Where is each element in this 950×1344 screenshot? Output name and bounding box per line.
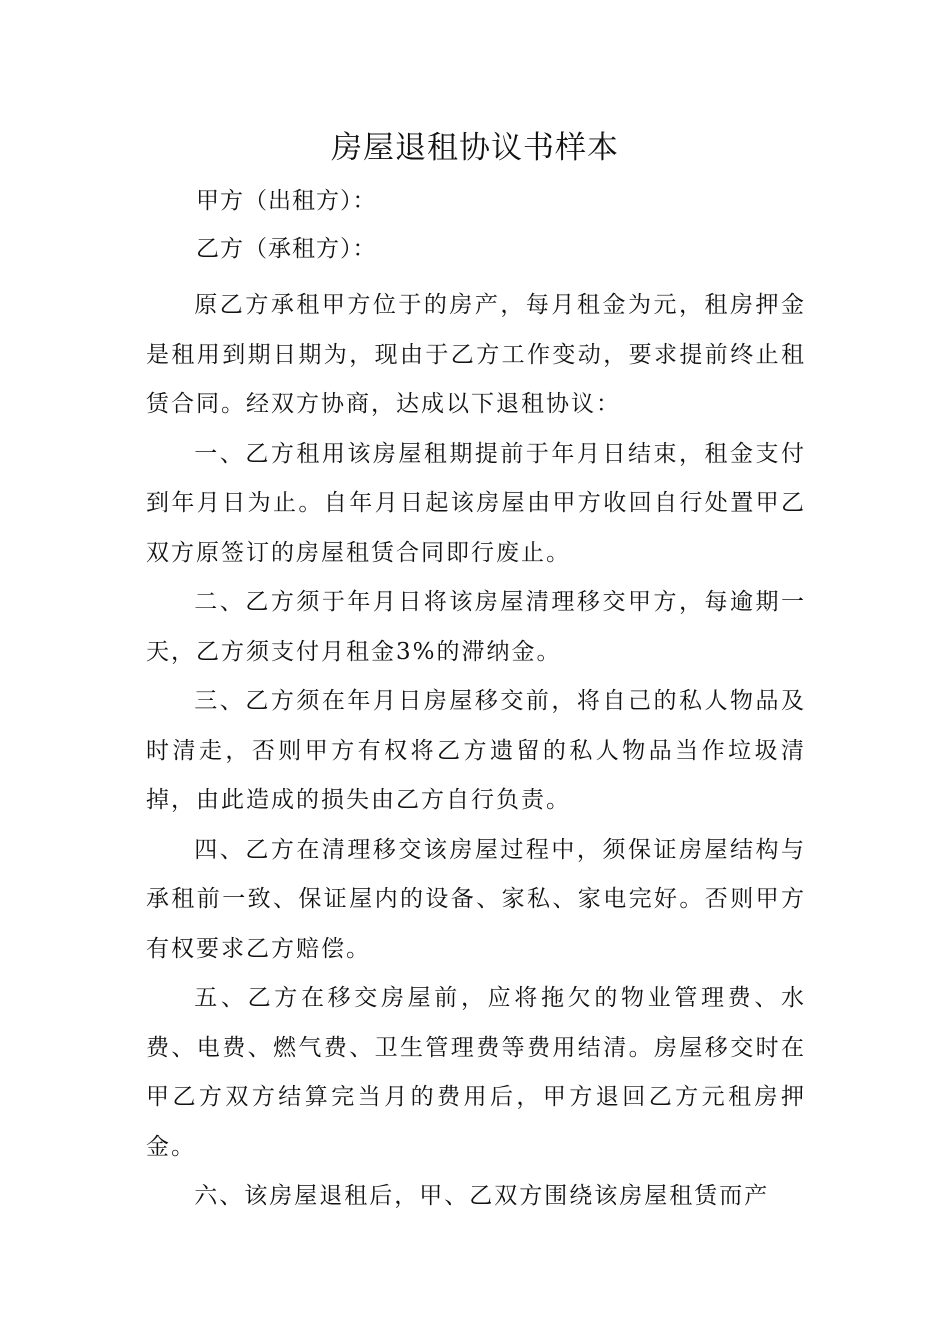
clause-5: 五、乙方在移交房屋前，应将拖欠的物业管理费、水费、电费、燃气费、卫生管理费等费用结清。房屋移交时在甲乙方双方结算完当月的费用后，甲方退回乙方元租房押金。 xyxy=(146,985,806,1160)
party-b-line: 乙方（承租方）： xyxy=(196,236,377,262)
clause-6: 六、该房屋退租后，甲、乙双方围绕该房屋租赁而产 xyxy=(194,1183,770,1209)
party-a-line: 甲方（出租方）： xyxy=(196,188,377,214)
clause-3: 三、乙方须在年月日房屋移交前，将自己的私人物品及时清走，否则甲方有权将乙方遗留的私人物品当作垃圾清掉，由此造成的损失由乙方自行负责。 xyxy=(146,688,806,813)
intro-paragraph: 原乙方承租甲方位于的房产，每月租金为元，租房押金是租用到期日期为，现由于乙方工作变动，要求提前终止租赁合同。经双方协商，达成以下退租协议： xyxy=(146,292,806,417)
clause-2: 二、乙方须于年月日将该房屋清理移交甲方，每逾期一天，乙方须支付月租金3%的滞纳金。 xyxy=(146,589,806,665)
clause-4: 四、乙方在清理移交该房屋过程中，须保证房屋结构与承租前一致、保证屋内的设备、家私、家电完好。否则甲方有权要求乙方赔偿。 xyxy=(146,836,806,962)
document-title: 房屋退租协议书样本 xyxy=(331,130,619,166)
agreement-body xyxy=(146,281,806,1222)
clause-1: 一、乙方租用该房屋租期提前于年月日结束，租金支付到年月日为止。自年月日起该房屋由甲方收回自行处置甲乙双方原签订的房屋租赁合同即行废止。 xyxy=(146,440,806,566)
